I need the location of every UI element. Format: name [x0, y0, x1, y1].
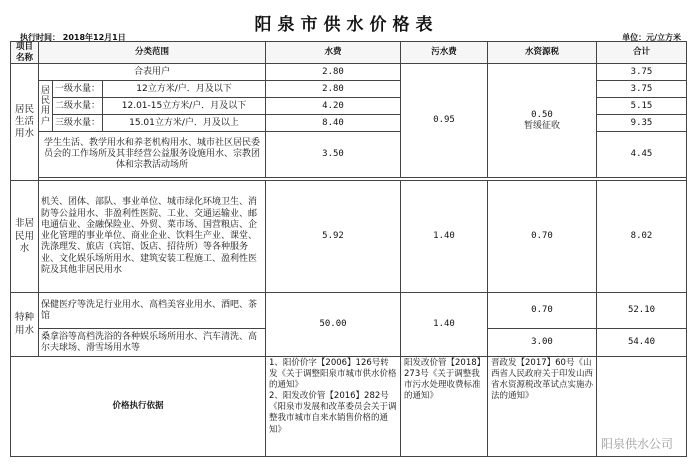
basis-tax: 晋政发【2017】60号《山西省人民政府关于印发山西省水资源税改革试点实施办法的通知》 [488, 357, 597, 457]
tier-total: 5.15 [597, 98, 687, 115]
metered-user-label: 合表用户 [39, 64, 266, 81]
header-category: 分类范围 [39, 42, 266, 64]
table-row [11, 293, 687, 329]
special-scope: 桑拿浴等高档洗浴的各种娱乐场所用水、汽车清洗、高尔夫球场、滑雪场用水等 [39, 329, 266, 357]
page-title: 阳泉市供水价格表 [254, 15, 439, 35]
residential-tax-value: 0.50 [531, 109, 553, 120]
basis-sewage: 阳发改价管【2018】273号《关于调整我市污水处理收费标准的通知》 [401, 357, 488, 457]
price-table [10, 41, 687, 457]
special-tax: 3.00 [488, 329, 597, 357]
public-use-fee: 3.50 [266, 132, 401, 178]
tier-range: 12.01-15立方米/户．月及以下 [103, 98, 266, 115]
non-residential-scope: 机关、团体、部队、事业单位、城市绿化环境卫生、消防等公益用水、非盈利性医院、工业、交通运输业、邮电通信业、金融保险业、外贸、菜市场、国营粮店、企业化管理的事业单位、商业企业、饮料生产业、课堂、洗涤理发、旅店（宾馆、饭店、招待所）等各种服务业、文化娱乐场所用水、建筑安装工程施工、盈利性医院及其他非居民用水 [39, 181, 266, 293]
basis-water: 1、阳价价字【2006】126号转发《关于调整阳泉市城市供水价格的通知》 2、阳发改价管【2016】282号《阳泉市发展和改革委员会关于调整我市城市自来水销售价格的通知》 [266, 357, 401, 457]
residential-tax-note: 暂缓征收 [524, 120, 561, 131]
special-fee: 50.00 [266, 293, 401, 357]
special-sewage: 1.40 [401, 293, 488, 357]
household-label: 居民用户 [39, 81, 53, 132]
tier-total: 3.75 [597, 81, 687, 98]
special-scope: 保健医疗等洗足行业用水、高档美容业用水、酒吧、茶馆 [39, 293, 266, 329]
special-label: 特种用水 [11, 293, 39, 357]
header-resource-tax: 水资源税 [488, 42, 597, 64]
non-residential-fee: 5.92 [266, 181, 401, 293]
effective-date: 执行时间： 2018年12月1日 [20, 33, 126, 42]
special-tax: 0.70 [488, 293, 597, 329]
tier-name: 二级水量： [53, 98, 103, 115]
public-use-total: 4.45 [597, 132, 687, 178]
special-total: 52.10 [597, 293, 687, 329]
non-residential-label: 非居民用水 [11, 181, 39, 293]
non-residential-sewage: 1.40 [401, 181, 488, 293]
table-row [11, 181, 687, 293]
tier-fee: 2.80 [266, 81, 401, 98]
tier-fee: 4.20 [266, 98, 401, 115]
tier-range: 15.01立方米/户．月及以上 [103, 115, 266, 132]
public-use-scope: 学生生活、教学用水和养老机构用水、城市社区居民委员会的工作场所及其非经营公益服务设施用水、宗教团体和宗教活动场所 [39, 132, 266, 178]
tier-name: 三级水量： [53, 115, 103, 132]
tier-fee: 8.40 [266, 115, 401, 132]
basis-label: 价格执行依据 [11, 357, 266, 457]
table-row [11, 64, 687, 81]
special-total: 54.40 [597, 329, 687, 357]
residential-sewage: 0.95 [401, 64, 488, 178]
header-sewage-fee: 污水费 [401, 42, 488, 64]
non-residential-tax: 0.70 [488, 181, 597, 293]
tier-range: 12立方米/户．月及以下 [103, 81, 266, 98]
header-water-fee: 水费 [266, 42, 401, 64]
tier-total: 9.35 [597, 115, 687, 132]
watermark-text: 阳泉供水公司 [600, 437, 673, 451]
metered-fee: 2.80 [266, 64, 401, 81]
unit-label: 单位：元/立方米 [622, 33, 681, 42]
residential-label: 居民生活用水 [11, 64, 39, 181]
header-row [11, 42, 687, 64]
metered-total: 3.75 [597, 64, 687, 81]
table-row [11, 357, 687, 457]
header-total: 合计 [597, 42, 687, 64]
tier-name: 一级水量： [53, 81, 103, 98]
header-project: 项目名称 [11, 42, 39, 64]
non-residential-total: 8.02 [597, 181, 687, 293]
residential-tax [488, 64, 597, 178]
